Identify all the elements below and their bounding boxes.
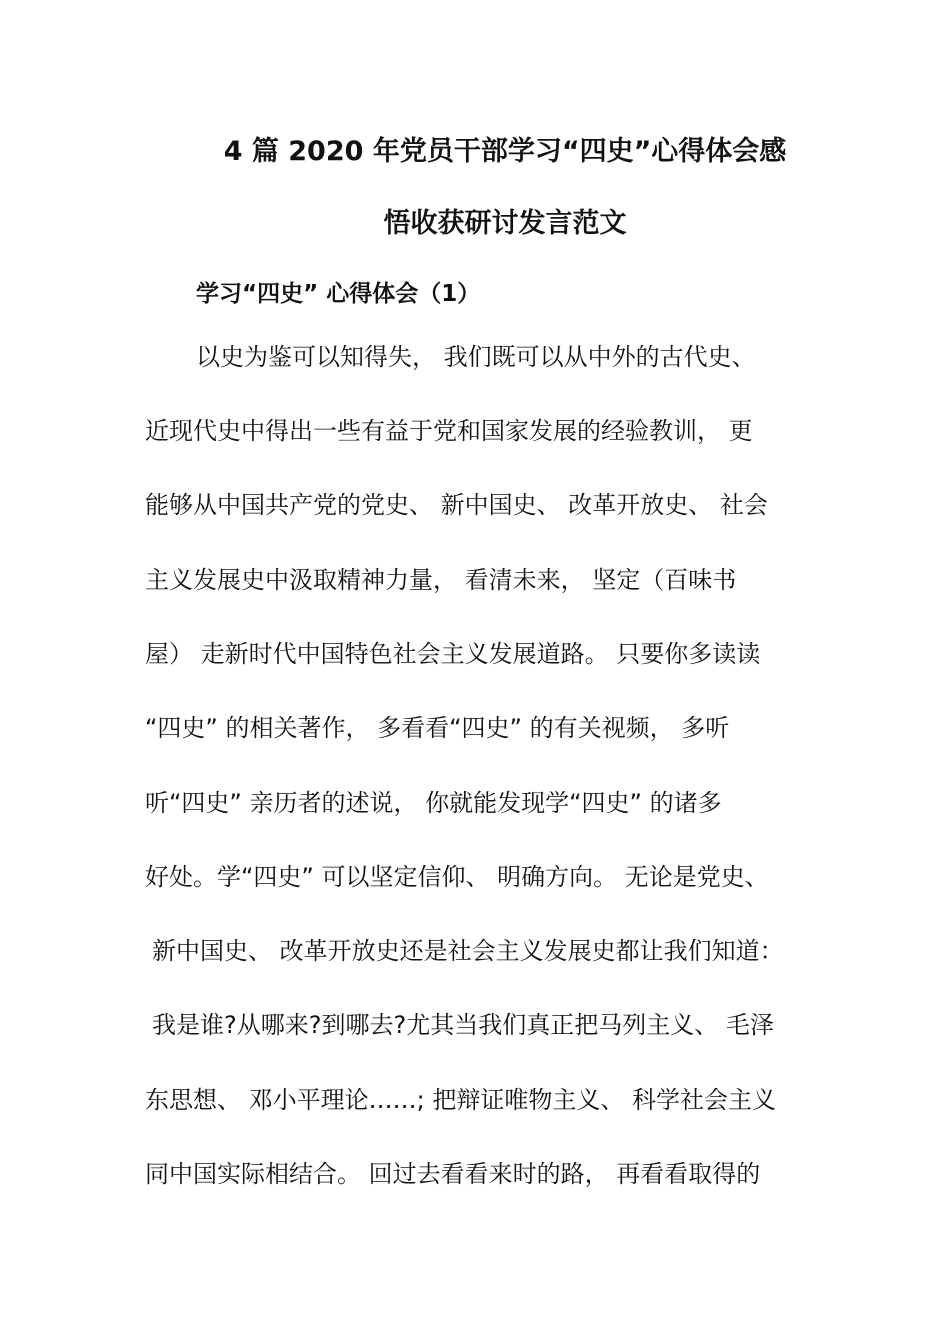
- body-line: “四史” 的相关著作， 多看看“四史” 的有关视频， 多听: [145, 714, 730, 742]
- body-line: 好处。学“四史” 可以坚定信仰、 明确方向。 无论是党史、: [145, 863, 769, 891]
- body-line: 听“四史” 亲历者的述说， 你就能发现学“四史” 的诸多: [145, 789, 722, 817]
- body-line: 主义发展史中汲取精神力量， 看清未来， 坚定（百味书: [145, 566, 737, 594]
- body-line: 我是谁?从哪来?到哪去?尤其当我们真正把马列主义、 毛泽: [152, 1011, 774, 1039]
- body-line: 能够从中国共产党的党史、 新中国史、 改革开放史、 社会: [145, 491, 768, 519]
- document-title-line-1: 4 篇 2020 年党员干部学习“四史”心得体会感: [223, 136, 787, 167]
- document-title-line-2: 悟收获研讨发言范文: [383, 208, 627, 239]
- body-line: 东思想、 邓小平理论……; 把辩证唯物主义、 科学社会主义: [145, 1086, 776, 1114]
- body-line: 同中国实际相结合。 回过去看看来时的路， 再看看取得的: [145, 1160, 761, 1188]
- body-line: 以史为鉴可以知得失， 我们既可以从中外的古代史、: [196, 343, 756, 371]
- body-line: 近现代史中得出一些有益于党和国家发展的经验教训， 更: [145, 417, 753, 445]
- section-heading: 学习“四史” 心得体会（1）: [196, 281, 481, 307]
- body-line: 新中国史、 改革开放史还是社会主义发展史都让我们知道：: [152, 937, 784, 965]
- body-line: 屋） 走新时代中国特色社会主义发展道路。 只要你多读读: [145, 640, 761, 668]
